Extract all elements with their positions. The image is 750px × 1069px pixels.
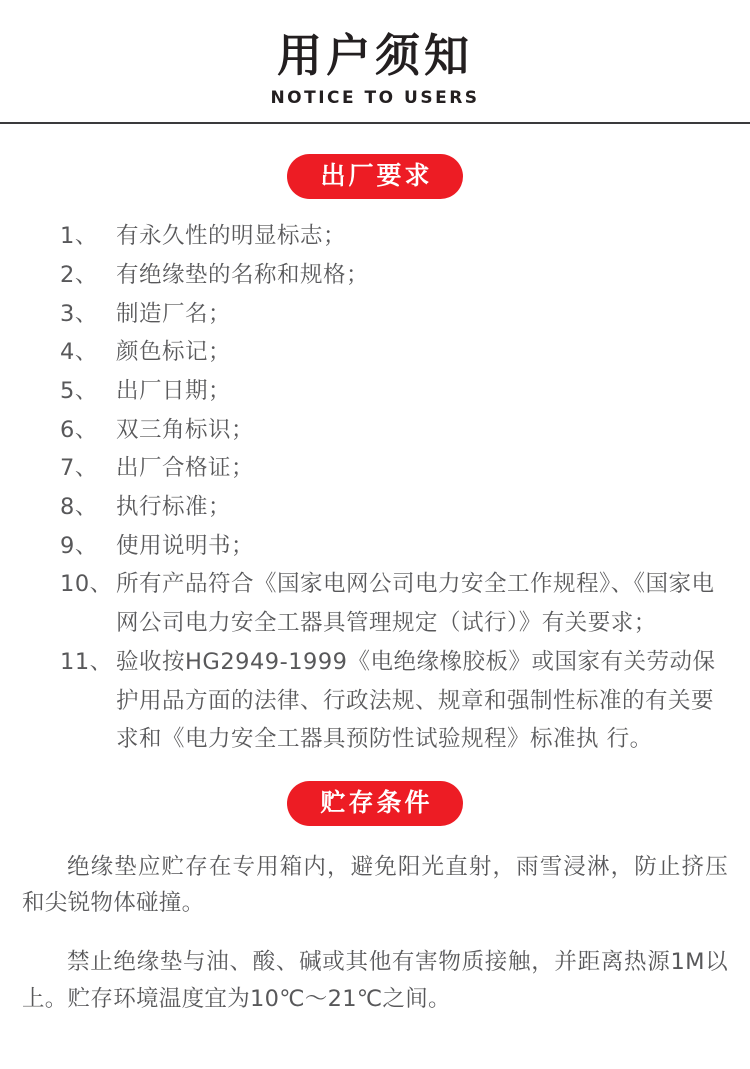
list-item [60,527,716,566]
list-item [60,217,716,256]
storage-conditions-body [0,849,750,1017]
list-item-text: 颜色标记； [116,339,232,366]
list-item-number: 9、 [60,532,98,559]
list-item-text: 验收按HG2949-1999《电绝缘橡胶板》或国家有关劳动保护用品方面的法律、行政法规、规章和强制性标准的有关要求和《电力安全工器具预防性试验规程》标准执 行。 [116,648,716,753]
list-item-number: 2、 [60,261,98,288]
section-badge-storage-conditions: 贮存条件 [287,781,462,827]
section-badge-wrap-factory [0,124,750,200]
factory-requirements-list [0,217,750,759]
section-badge-factory-requirements: 出厂要求 [287,154,462,200]
list-item-number: 8、 [60,494,98,521]
list-item [60,333,716,372]
list-item-text: 有永久性的明显标志； [116,223,347,250]
list-item-number: 3、 [60,300,98,327]
list-item-number: 7、 [60,455,98,482]
list-item-number: 1、 [60,223,98,250]
list-item [60,372,716,411]
list-item [60,565,716,642]
page-title-cn: 用户须知 [276,29,473,82]
storage-paragraph: 禁止绝缘垫与油、酸、碱或其他有害物质接触，并距离热源1M以上。贮存环境温度宜为10℃～21℃之间。 [22,949,728,1012]
list-item-number: 6、 [60,416,98,443]
list-item [60,643,716,759]
list-item [60,411,716,450]
list-item [60,256,716,295]
list-item-text: 出厂合格证； [116,455,255,482]
list-item-number: 5、 [60,378,98,404]
list-item [60,449,716,488]
list-item-number: 11、 [60,648,113,675]
list-item [60,295,716,334]
list-item-number: 10、 [60,571,113,598]
list-item-text: 出厂日期； [116,378,232,404]
list-item-text: 使用说明书； [116,532,255,559]
section-badge-wrap-storage [0,759,750,827]
list-item [60,488,716,527]
list-item-number: 4、 [60,339,98,366]
list-item-text: 执行标准； [116,494,232,521]
page-title-en: NOTICE TO USERS [270,87,480,108]
page-header [0,0,750,124]
list-item-text: 所有产品符合《国家电网公司电力安全工作规程》、《国家电网公司电力安全工器具管理规定（试行）》有关要求； [116,571,715,637]
list-item-text: 双三角标识； [116,416,255,443]
list-item-text: 有绝缘垫的名称和规格； [116,261,370,288]
storage-paragraph: 绝缘垫应贮存在专用箱内，避免阳光直射，雨雪浸淋，防止挤压和尖锐物体碰撞。 [22,853,728,917]
list-item-text: 制造厂名； [116,300,232,327]
